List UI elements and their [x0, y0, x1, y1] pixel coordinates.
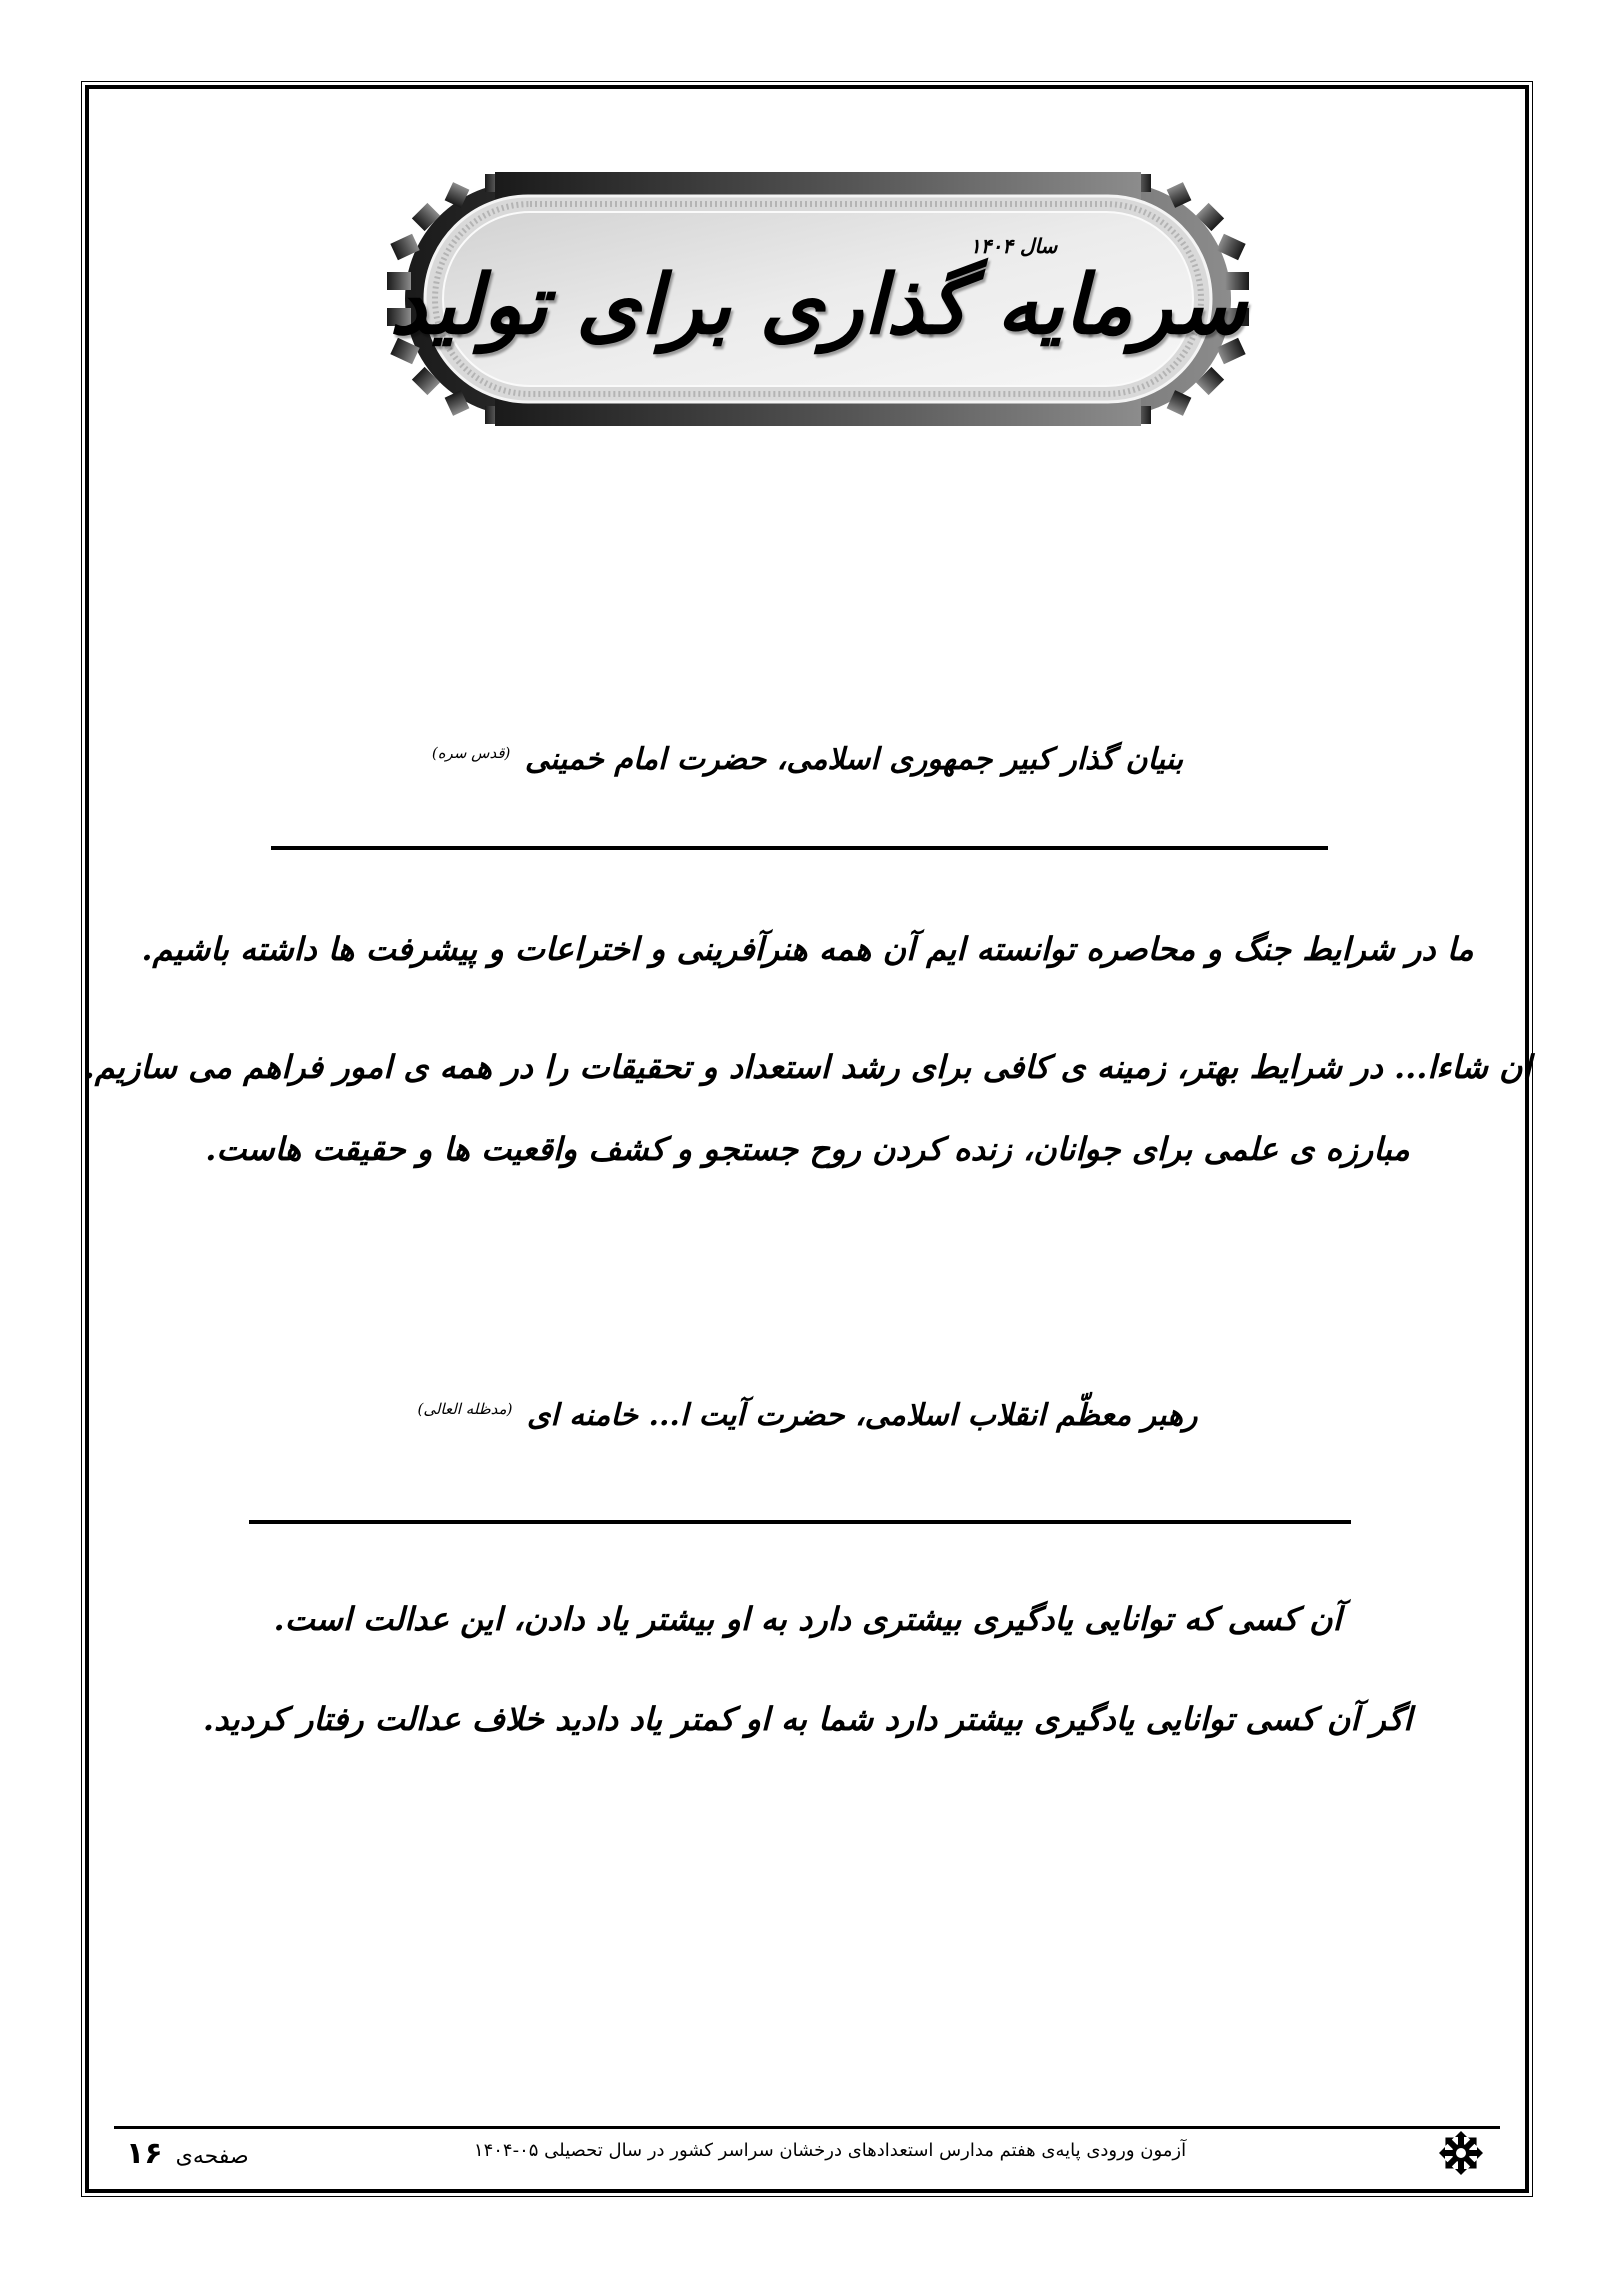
page-label: صفحه‌ی: [175, 2144, 249, 2169]
sampad-logo-icon: [1439, 2131, 1483, 2175]
divider-rule: [271, 846, 1328, 850]
attribution-khomeini: [0, 742, 1615, 778]
attribution-khamenei: [0, 1398, 1615, 1434]
footer-rule: [114, 2126, 1500, 2129]
honorific: (قدس سره): [431, 744, 511, 762]
page-number: ۱۶: [126, 2136, 163, 2171]
attribution-text: رهبر معظّم انقلاب اسلامی، حضرت آیت ا... خامنه ای: [526, 1398, 1198, 1433]
quote-line: مبارزه ی علمی برای جوانان، زنده کردن روح جستجو و کشف واقعیت ها و حقیقت هاست.: [205, 1130, 1410, 1168]
banner-year-label: سال ۱۴۰۴: [970, 234, 1058, 258]
page-indicator: [126, 2136, 249, 2171]
quote-line: ما در شرایط جنگ و محاصره توانسته ایم آن همه هنرآفرینی و اختراعات و پیشرفت ها داشته باشیم.: [141, 930, 1474, 968]
exam-caption: آزمون ورودی پایه‌ی هفتم مدارس استعدادهای درخشان سراسر کشور در سال تحصیلی ۰۵-۱۴۰۴: [473, 2140, 1187, 2161]
slogan-banner: [385, 172, 1251, 426]
quote-line: اگر آن کسی توانایی یادگیری بیشتر دارد شما به او کمتر یاد دادید خلاف عدالت رفتار کردید.: [202, 1700, 1413, 1738]
quote-line: آن کسی که توانایی یادگیری بیشتری دارد به او بیشتر یاد دادن، این عدالت است.: [273, 1600, 1342, 1638]
honorific: (مدظله العالی): [417, 1400, 513, 1418]
attribution-text: بنیان گذار کبیر جمهوری اسلامی، حضرت امام خمینی: [524, 742, 1184, 777]
banner-title: سرمایه گذاری برای تولید: [389, 257, 1247, 353]
divider-rule: [249, 1520, 1351, 1524]
quote-line: ان شاءا... در شرایط بهتر، زمینه ی کافی برای رشد استعداد و تحقیقات را در همه ی امور فراهم می سازیم.: [83, 1048, 1532, 1086]
